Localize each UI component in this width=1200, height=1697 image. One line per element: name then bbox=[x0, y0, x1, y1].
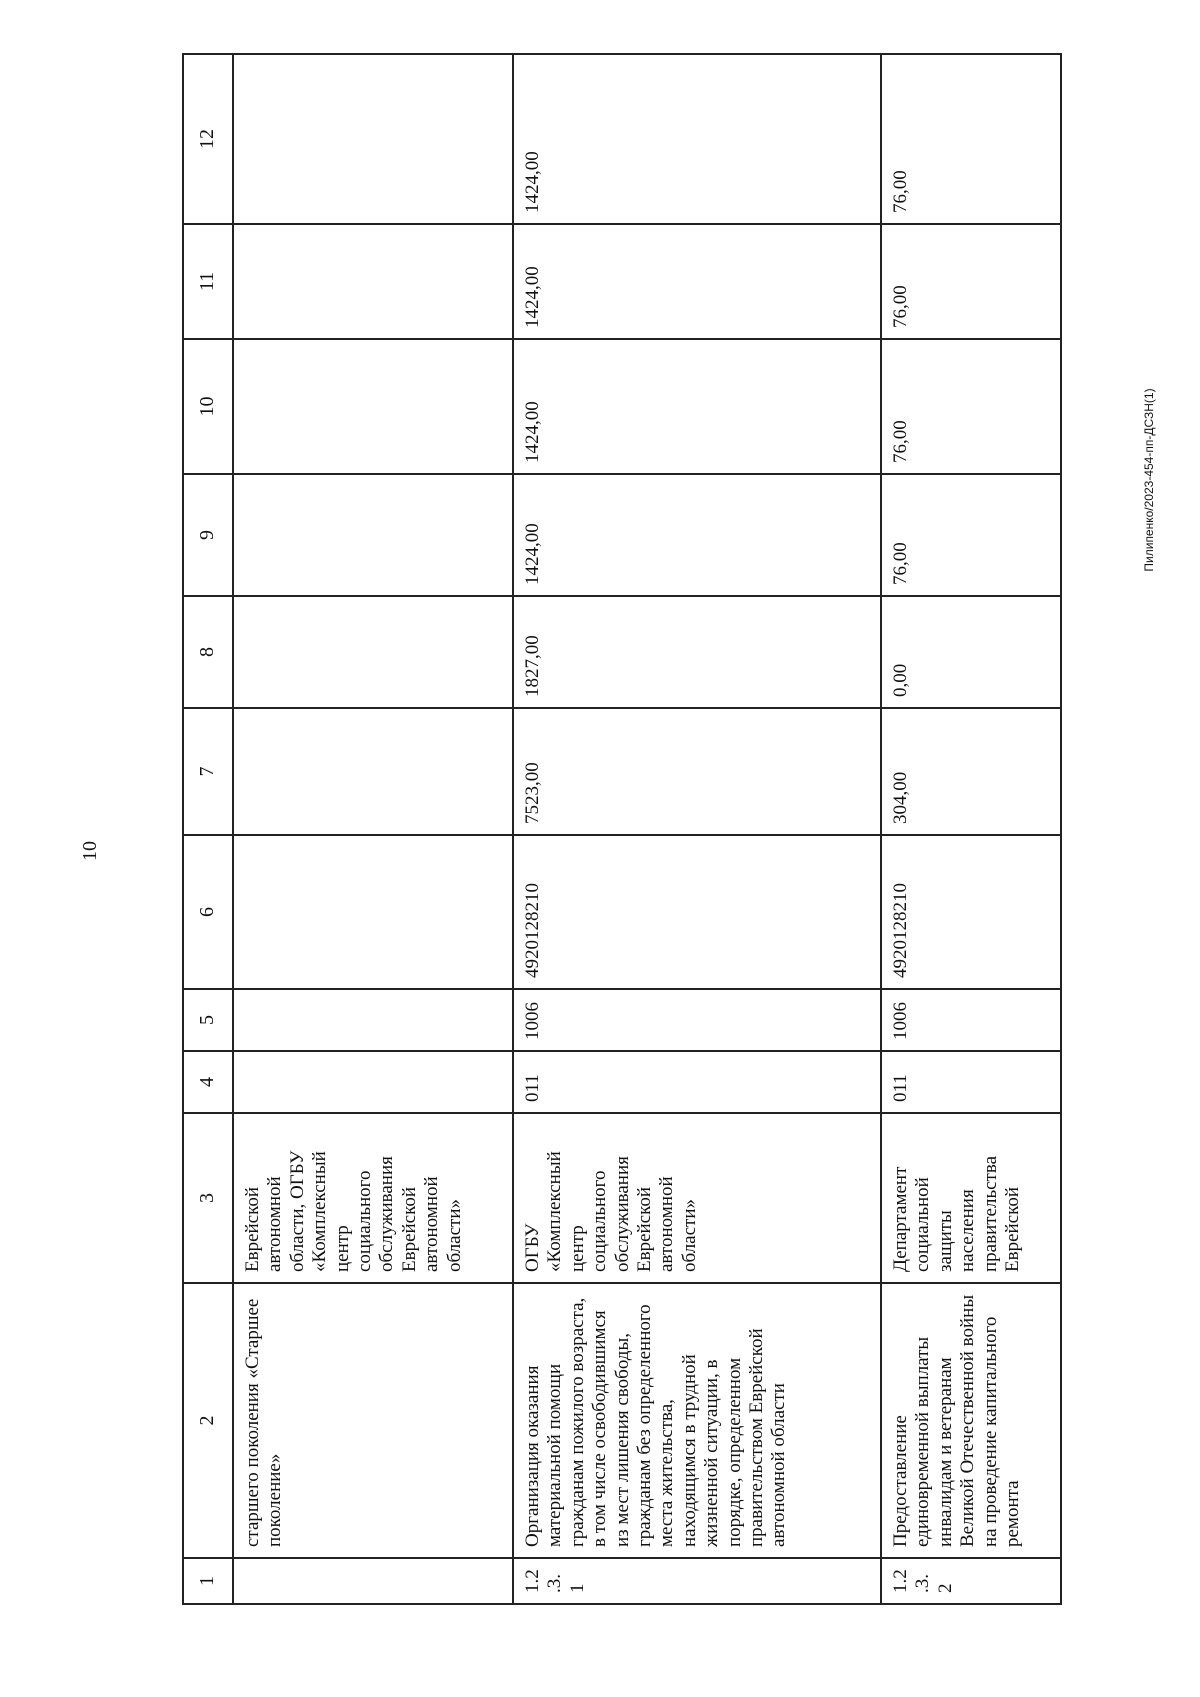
header-row bbox=[183, 54, 233, 1604]
cell-year-3: 1424,00 bbox=[513, 339, 881, 474]
col-header-5: 5 bbox=[183, 989, 233, 1051]
cell-rzpr: 1006 bbox=[513, 989, 881, 1051]
cell-total: 304,00 bbox=[881, 708, 1061, 835]
col-header-7: 7 bbox=[183, 708, 233, 835]
cell-csr: 4920128210 bbox=[881, 835, 1061, 989]
cell-year-1 bbox=[233, 596, 513, 708]
cell-year-5: 1424,00 bbox=[513, 54, 881, 224]
cell-year-2: 1424,00 bbox=[513, 474, 881, 596]
cell-year-2: 76,00 bbox=[881, 474, 1061, 596]
col-header-10: 10 bbox=[183, 339, 233, 474]
cell-year-1: 1827,00 bbox=[513, 596, 881, 708]
cell-year-4: 1424,00 bbox=[513, 224, 881, 339]
cell-year-2 bbox=[233, 474, 513, 596]
cell-number: 1.2.3.1 bbox=[513, 1558, 881, 1604]
table-row bbox=[513, 54, 881, 1604]
cell-rzpr: 1006 bbox=[881, 989, 1061, 1051]
cell-year-3 bbox=[233, 339, 513, 474]
col-header-9: 9 bbox=[183, 474, 233, 596]
cell-grbs: 011 bbox=[513, 1051, 881, 1113]
cell-number: 1.2.3.2 bbox=[881, 1558, 1061, 1604]
col-header-11: 11 bbox=[183, 224, 233, 339]
table-row bbox=[233, 54, 513, 1604]
cell-rzpr bbox=[233, 989, 513, 1051]
cell-year-5: 76,00 bbox=[881, 54, 1061, 224]
col-header-3: 3 bbox=[183, 1113, 233, 1283]
cell-executor: ОГБУ «Комплексный центр социального обслуживания Еврейской автономной области» bbox=[513, 1113, 881, 1283]
cell-total bbox=[233, 708, 513, 835]
cell-year-4 bbox=[233, 224, 513, 339]
col-header-12: 12 bbox=[183, 54, 233, 224]
col-header-8: 8 bbox=[183, 596, 233, 708]
rotated-table-frame bbox=[182, 55, 1060, 1605]
table-row bbox=[881, 54, 1061, 1604]
cell-csr: 4920128210 bbox=[513, 835, 881, 989]
col-header-1: 1 bbox=[183, 1558, 233, 1604]
cell-year-1: 0,00 bbox=[881, 596, 1061, 708]
cell-executor: Департамент социальной защиты населения правительства Еврейской bbox=[881, 1113, 1061, 1283]
cell-grbs: 011 bbox=[881, 1051, 1061, 1113]
cell-csr bbox=[233, 835, 513, 989]
cell-grbs bbox=[233, 1051, 513, 1113]
col-header-4: 4 bbox=[183, 1051, 233, 1113]
cell-year-5 bbox=[233, 54, 513, 224]
col-header-6: 6 bbox=[183, 835, 233, 989]
cell-executor: Еврейской автономной области, ОГБУ «Комплексный центр социального обслуживания Еврейской автономной области» bbox=[233, 1113, 513, 1283]
document-code: Пилипенко/2023-454-пп-ДСЗН(1) bbox=[1142, 388, 1156, 572]
cell-name: Организация оказания материальной помощи гражданам пожилого возраста, в том числе освободившимся из мест лишения свободы, гражданам без определенного места жительства, находящимся в трудной жизненной ситуации, в порядке, определенном правительством Еврейской автономной области bbox=[513, 1283, 881, 1558]
cell-name: Предоставление единовременной выплаты инвалидам и ветеранам Великой Отечественной войны на проведение капитального ремонта bbox=[881, 1283, 1061, 1558]
page-number: 10 bbox=[79, 841, 101, 861]
col-header-2: 2 bbox=[183, 1283, 233, 1558]
cell-number bbox=[233, 1558, 513, 1604]
cell-year-4: 76,00 bbox=[881, 224, 1061, 339]
cell-year-3: 76,00 bbox=[881, 339, 1061, 474]
budget-table bbox=[182, 53, 1062, 1605]
cell-name: старшего поколения «Старшее поколение» bbox=[233, 1283, 513, 1558]
cell-total: 7523,00 bbox=[513, 708, 881, 835]
